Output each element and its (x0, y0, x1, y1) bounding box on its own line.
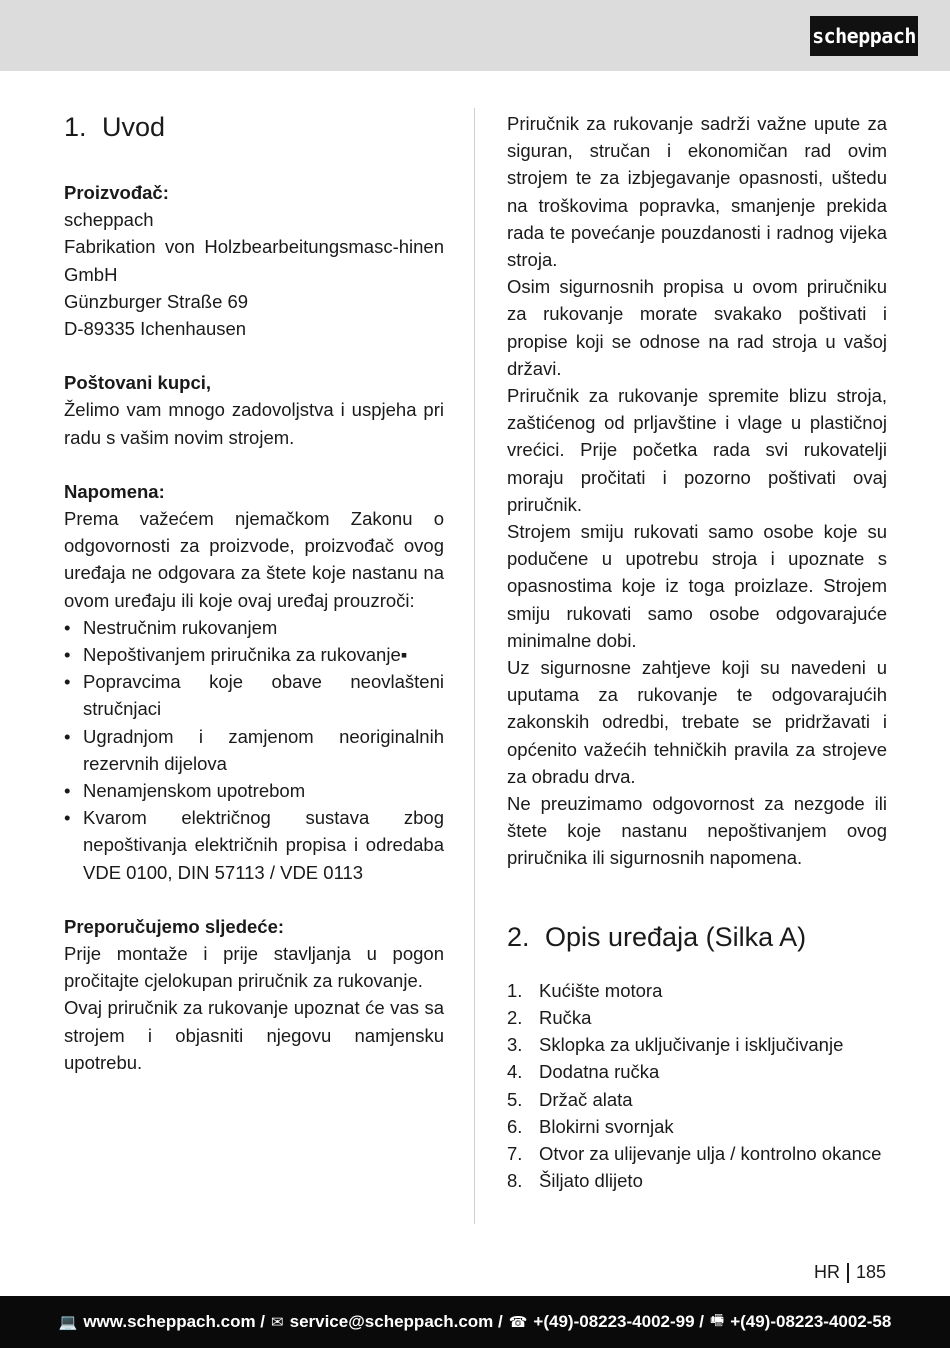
liability-list (64, 614, 444, 886)
list-item: 2. Ručka (507, 1006, 592, 1028)
list-item: • Nestručnim rukovanjem (64, 616, 278, 638)
header-bar (0, 0, 950, 71)
column-divider (474, 108, 475, 1224)
page-number-value: 185 (855, 1262, 886, 1282)
page-language: HR (813, 1262, 840, 1282)
manual-paragraph: Priručnik za rukovanje sadrži važne upute za siguran, stručan i ekonomičan rad ovim strojem te za izbjegavanje opasnosti, uštedu na troškovima popravka, smanjenje prekida rada te povećanje pouzdanosti i radnog vijeka stroja. (507, 113, 887, 271)
right-column (507, 110, 887, 1194)
recommend-paragraph: Prije montaže i prije stavljanja u pogon pročitajte cjelokupan priručnik za rukovanje. (64, 943, 444, 992)
manual-paragraph: Osim sigurnosnih propisa u ovom priručniku za rukovanje morate svakako poštivati i propise koji se odnose na rad stroja u vašoj državi. (507, 276, 887, 379)
computer-icon: 💻 (58, 1313, 78, 1331)
parts-list (507, 977, 887, 1195)
list-item: • Kvarom električnog sustava zbog nepoštivanja električnih propisa i odredaba VDE 0100, DIN 57113 / VDE 0113 (64, 807, 444, 883)
customers-heading: Poštovani kupci, (64, 372, 212, 394)
list-item: 4. Dodatna ručka (507, 1061, 660, 1083)
list-item: • Nenamjenskom upotrebom (64, 780, 306, 802)
recommend-heading: Preporučujemo sljedeće: (64, 915, 285, 937)
page-number (814, 1262, 886, 1283)
page-separator (847, 1263, 849, 1283)
section-1-heading: Uvod (102, 112, 166, 142)
left-column (64, 110, 444, 1076)
list-item: 5. Držač alata (507, 1088, 633, 1110)
list-item: 7. Otvor za ulijevanje ulja / kontrolno okance (507, 1142, 882, 1164)
list-item: 6. Blokirni svornjak (507, 1115, 674, 1137)
scheppach-logo: scheppach (810, 16, 918, 56)
note-text: Prema važećem njemačkom Zakonu o odgovornosti za proizvode, proizvođač ovog uređaja ne odgovara za štete koje nastanu na ovom uređaju ili koje ovaj uređaj prouzroči: (64, 508, 444, 611)
manufacturer-line: Günzburger Straße 69 (64, 290, 249, 312)
list-item: • Nepoštivanjem priručnika za rukovanje▪ (64, 644, 408, 666)
footer-email[interactable]: service@scheppach.com / (289, 1312, 503, 1331)
list-item: • Ugradnjom i zamjenom neoriginalnih rezervnih dijelova (64, 725, 444, 774)
note-heading: Napomena: (64, 480, 165, 502)
manual-paragraph: Priručnik za rukovanje spremite blizu stroja, zaštićenog od prljavštine i vlage u plastičnoj vrećici. Prije početka rada svi rukovatelji moraju pročitati i pozorno poštivati ovaj priručnik. (507, 385, 887, 515)
footer-phone: +(49)-08223-4002-99 / (533, 1312, 705, 1331)
section-2-number: 2. (507, 921, 530, 952)
phone-icon: ☎ (508, 1313, 528, 1331)
section-2-title (507, 920, 887, 954)
footer-bar (0, 1296, 950, 1348)
section-2-heading: Opis uređaja (Silka A) (545, 921, 807, 952)
manufacturer-line: scheppach (64, 209, 154, 231)
list-item: 3. Sklopka za uključivanje i isključivanje (507, 1034, 844, 1056)
footer-website[interactable]: www.scheppach.com / (83, 1312, 266, 1331)
list-item: • Popravcima koje obave neovlašteni stručnjaci (64, 671, 444, 720)
manual-paragraph: Ne preuzimamo odgovornost za nezgode ili štete koje nastanu nepoštivanjem ovog priručnika ili sigurnosnih napomena. (507, 793, 887, 869)
manufacturer-line: Fabrikation von Holzbearbeitungsmasc-hinen GmbH (64, 236, 444, 285)
footer-fax: +(49)-08223-4002-58 (730, 1312, 892, 1331)
manufacturer-line: D-89335 Ichenhausen (64, 318, 247, 340)
manual-paragraph: Uz sigurnosne zahtjeve koji su navedeni u uputama za rukovanje te odgovarajućih zakonskih odredbi, trebate se pridržavati i općenito važećih tehničkih pravila za strojeve za obradu drva. (507, 657, 887, 787)
manual-paragraph: Strojem smiju rukovati samo osobe koje su podučene u upotrebu stroja i upoznate s opasnostima koje iz toga proizlaze. Strojem smiju rukovati samo osobe odgovarajuće minimalne dobi. (507, 521, 887, 651)
recommend-paragraph: Ovaj priručnik za rukovanje upoznat će vas sa strojem i objasniti njegovu namjensku upotrebu. (64, 997, 444, 1073)
customers-text: Želimo vam mnogo zadovoljstva i uspjeha pri radu s vašim novim strojem. (64, 399, 444, 448)
list-item: 8. Šiljato dlijeto (507, 1170, 643, 1192)
section-1-number: 1. (64, 112, 87, 142)
section-1-title (64, 110, 444, 144)
list-item: 1. Kućište motora (507, 979, 663, 1001)
fax-icon: 🖷 (710, 1310, 725, 1329)
envelope-icon: ✉ (271, 1313, 284, 1331)
manufacturer-heading: Proizvođač: (64, 182, 169, 203)
